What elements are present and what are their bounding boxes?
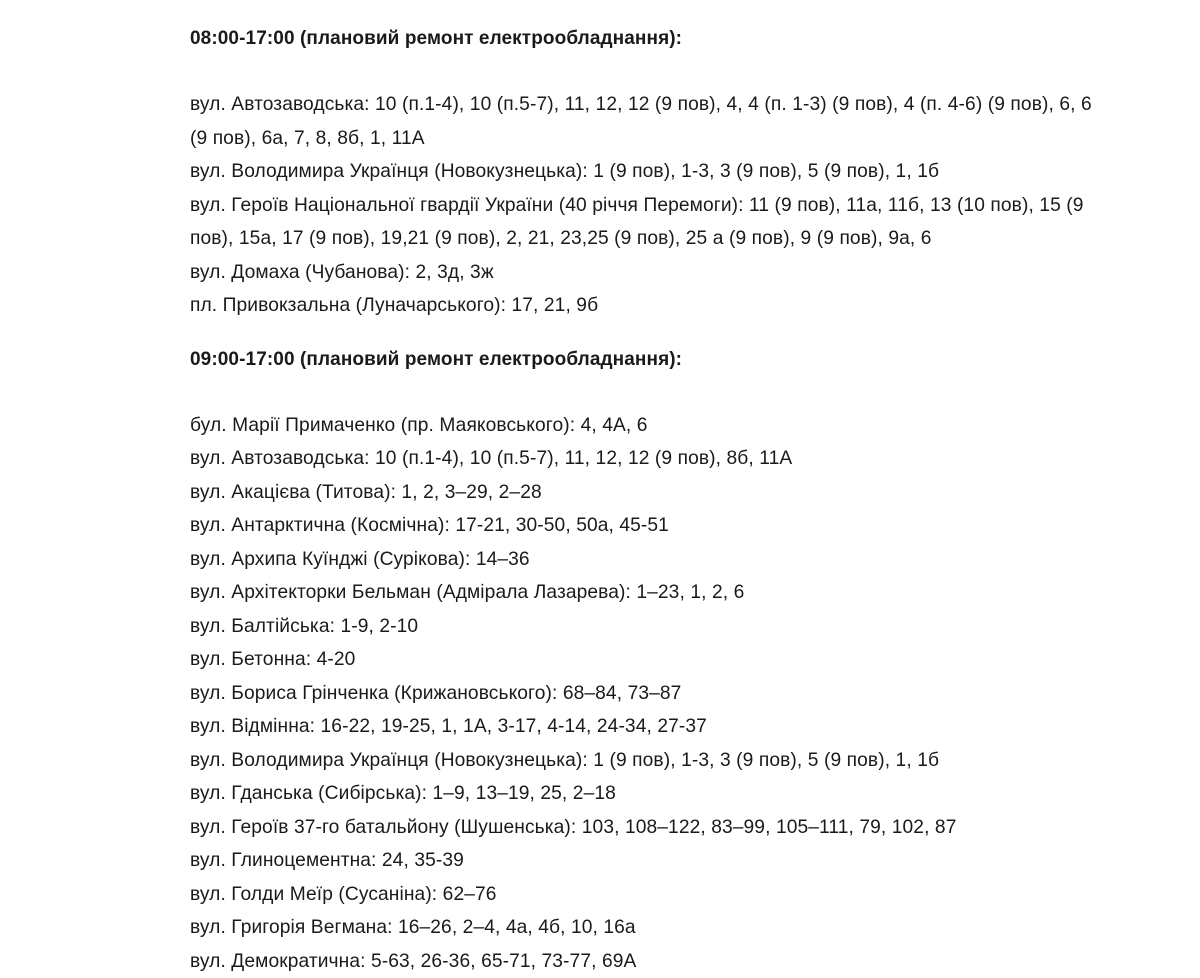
address-line: вул. Домаха (Чубанова): 2, 3д, 3ж <box>190 256 1160 290</box>
section-heading-0800: 08:00-17:00 (плановий ремонт електрообладнання): <box>190 22 1160 55</box>
heading-gap <box>190 55 1160 88</box>
address-line: вул. Бориса Грінченка (Крижановського): 68–84, 73–87 <box>190 677 1160 711</box>
address-line: вул. Героїв 37-го батальйону (Шушенська): 103, 108–122, 83–99, 105–111, 79, 102, 87 <box>190 811 1160 845</box>
address-line: бул. Марії Примаченко (пр. Маяковського): 4, 4А, 6 <box>190 409 1160 443</box>
address-line: вул. Глиноцементна: 24, 35-39 <box>190 844 1160 878</box>
address-line: вул. Автозаводська: 10 (п.1-4), 10 (п.5-7), 11, 12, 12 (9 пов), 8б, 11А <box>190 442 1160 476</box>
address-line: вул. Відмінна: 16-22, 19-25, 1, 1А, 3-17, 4-14, 24-34, 27-37 <box>190 710 1160 744</box>
section-spacer <box>190 323 1160 343</box>
address-line: пл. Привокзальна (Луначарського): 17, 21, 9б <box>190 289 1160 323</box>
address-line: вул. Героїв Національної гвардії України (40 річчя Перемоги): 11 (9 пов), 11а, 11б, 13 (10 пов), 15 (9 <box>190 189 1160 223</box>
address-list-0800 <box>190 88 1160 323</box>
address-line: вул. Балтійська: 1-9, 2-10 <box>190 610 1160 644</box>
address-line: вул. Володимира Українця (Новокузнецька): 1 (9 пов), 1-3, 3 (9 пов), 5 (9 пов), 1, 1б <box>190 155 1160 189</box>
heading-gap <box>190 376 1160 409</box>
address-line: вул. Демократична: 5-63, 26-36, 65-71, 73-77, 69А <box>190 945 1160 978</box>
address-line: вул. Архипа Куїнджі (Сурікова): 14–36 <box>190 543 1160 577</box>
address-line: вул. Григорія Вегмана: 16–26, 2–4, 4а, 4б, 10, 16а <box>190 911 1160 945</box>
address-line: вул. Гданська (Сибірська): 1–9, 13–19, 25, 2–18 <box>190 777 1160 811</box>
address-line: вул. Архітекторки Бельман (Адмірала Лазарева): 1–23, 1, 2, 6 <box>190 576 1160 610</box>
address-line: пов), 15а, 17 (9 пов), 19,21 (9 пов), 2, 21, 23,25 (9 пов), 25 а (9 пов), 9 (9 пов), 9а, 6 <box>190 222 1160 256</box>
address-line: вул. Автозаводська: 10 (п.1-4), 10 (п.5-7), 11, 12, 12 (9 пов), 4, 4 (п. 1-3) (9 пов), 4 (п. 4-6) (9 пов), 6, 6 <box>190 88 1160 122</box>
address-line: вул. Бетонна: 4-20 <box>190 643 1160 677</box>
address-line: вул. Голди Меїр (Сусаніна): 62–76 <box>190 878 1160 912</box>
address-line: (9 пов), 6а, 7, 8, 8б, 1, 11А <box>190 122 1160 156</box>
address-list-0900 <box>190 409 1160 978</box>
address-line: вул. Акацієва (Титова): 1, 2, 3–29, 2–28 <box>190 476 1160 510</box>
section-heading-0900: 09:00-17:00 (плановий ремонт електрообладнання): <box>190 343 1160 376</box>
address-line: вул. Володимира Українця (Новокузнецька): 1 (9 пов), 1-3, 3 (9 пов), 5 (9 пов), 1, 1б <box>190 744 1160 778</box>
address-line: вул. Антарктична (Космічна): 17-21, 30-50, 50а, 45-51 <box>190 509 1160 543</box>
